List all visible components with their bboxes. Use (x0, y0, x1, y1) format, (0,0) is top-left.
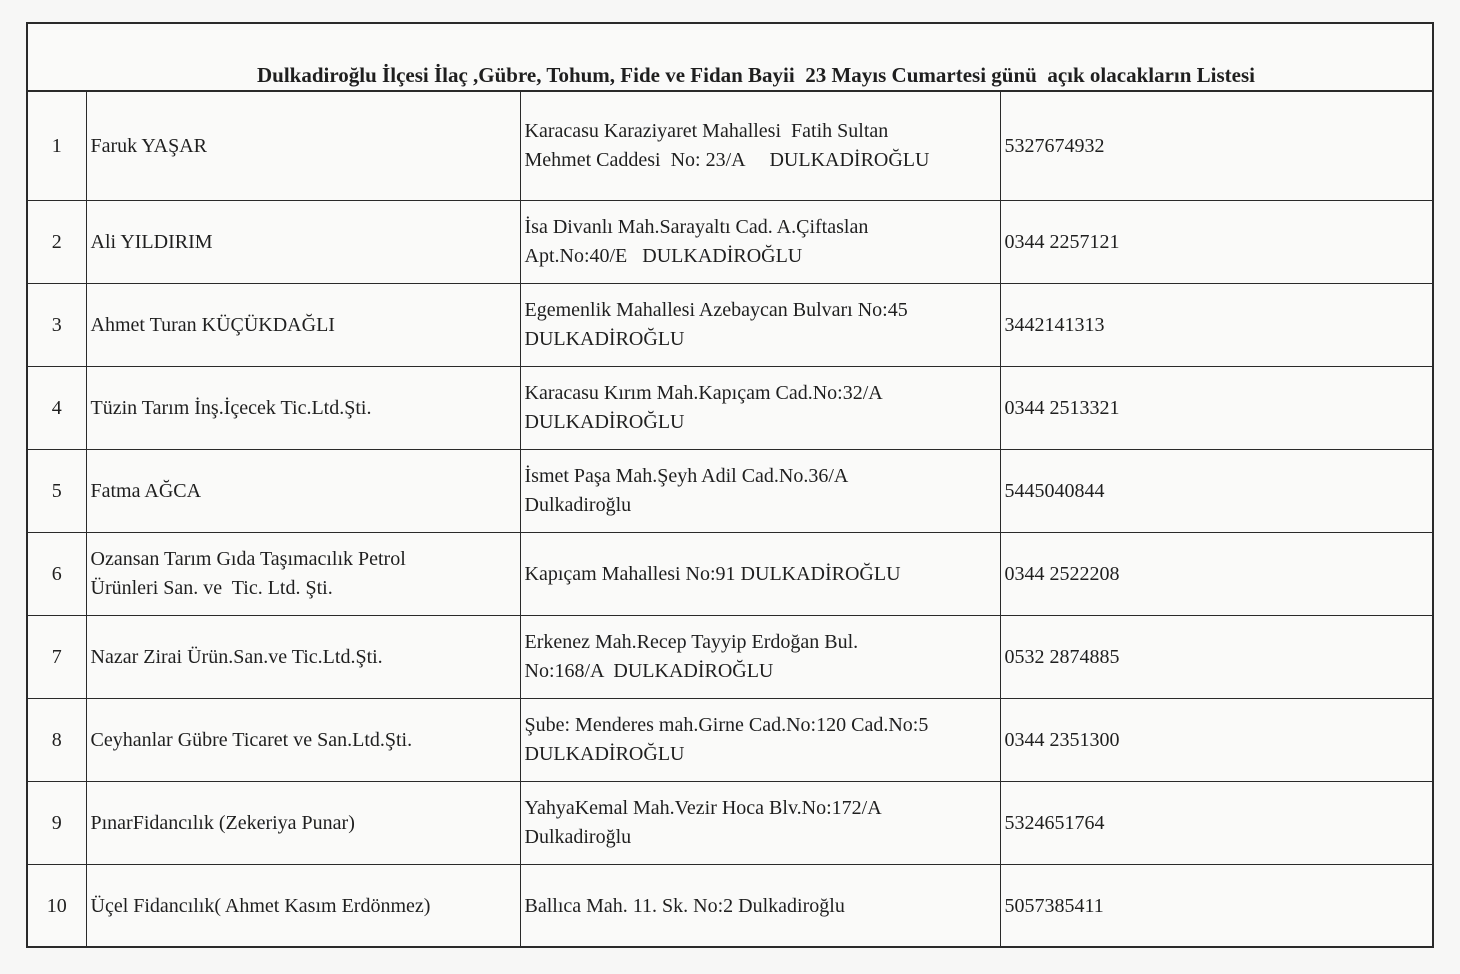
row-number: 7 (28, 616, 86, 699)
row-number: 9 (28, 782, 86, 865)
dealer-name: Ali YILDIRIM (86, 201, 520, 284)
dealer-phone: 3442141313 (1000, 284, 1432, 367)
dealer-phone: 0344 2513321 (1000, 367, 1432, 450)
table-row (28, 450, 1432, 533)
table-row (28, 782, 1432, 865)
dealer-phone: 5324651764 (1000, 782, 1432, 865)
dealer-address: Ballıca Mah. 11. Sk. No:2 Dulkadiroğlu (520, 865, 1000, 948)
dealer-address: İsa Divanlı Mah.Sarayaltı Cad. A.Çiftaslan Apt.No:40/E DULKADİROĞLU (520, 201, 1000, 284)
dealer-address: İsmet Paşa Mah.Şeyh Adil Cad.No.36/A Dulkadiroğlu (520, 450, 1000, 533)
dealer-name: Fatma AĞCA (86, 450, 520, 533)
dealer-phone: 0344 2257121 (1000, 201, 1432, 284)
dealer-address: Egemenlik Mahallesi Azebaycan Bulvarı No:45 DULKADİROĞLU (520, 284, 1000, 367)
dealer-name: Ozansan Tarım Gıda Taşımacılık Petrol Ürünleri San. ve Tic. Ltd. Şti. (86, 533, 520, 616)
row-number: 8 (28, 699, 86, 782)
document-title: Dulkadiroğlu İlçesi İlaç ,Gübre, Tohum, Fide ve Fidan Bayii 23 Mayıs Cumartesi günü açık olacakların Listesi (28, 24, 1432, 92)
dealer-address: YahyaKemal Mah.Vezir Hoca Blv.No:172/A Dulkadiroğlu (520, 782, 1000, 865)
row-number: 4 (28, 367, 86, 450)
dealer-phone: 5057385411 (1000, 865, 1432, 948)
table-row (28, 616, 1432, 699)
dealer-name: Ceyhanlar Gübre Ticaret ve San.Ltd.Şti. (86, 699, 520, 782)
row-number: 6 (28, 533, 86, 616)
dealer-phone: 0532 2874885 (1000, 616, 1432, 699)
row-number: 2 (28, 201, 86, 284)
document-sheet (26, 22, 1434, 948)
dealer-name: Ahmet Turan KÜÇÜKDAĞLI (86, 284, 520, 367)
dealer-name: Faruk YAŞAR (86, 92, 520, 201)
row-number: 5 (28, 450, 86, 533)
row-number: 3 (28, 284, 86, 367)
table-row (28, 865, 1432, 948)
dealer-phone: 5445040844 (1000, 450, 1432, 533)
dealer-phone: 0344 2522208 (1000, 533, 1432, 616)
dealer-address: Kapıçam Mahallesi No:91 DULKADİROĞLU (520, 533, 1000, 616)
table-row (28, 533, 1432, 616)
dealer-name: Tüzin Tarım İnş.İçecek Tic.Ltd.Şti. (86, 367, 520, 450)
dealer-phone: 0344 2351300 (1000, 699, 1432, 782)
dealer-name: PınarFidancılık (Zekeriya Punar) (86, 782, 520, 865)
table-row (28, 201, 1432, 284)
dealer-address: Şube: Menderes mah.Girne Cad.No:120 Cad.No:5 DULKADİROĞLU (520, 699, 1000, 782)
table-row (28, 284, 1432, 367)
dealer-address: Karacasu Kırım Mah.Kapıçam Cad.No:32/A DULKADİROĞLU (520, 367, 1000, 450)
dealer-name: Üçel Fidancılık( Ahmet Kasım Erdönmez) (86, 865, 520, 948)
dealer-phone: 5327674932 (1000, 92, 1432, 201)
dealer-table (28, 92, 1432, 947)
dealer-address: Karacasu Karaziyaret Mahallesi Fatih Sultan Mehmet Caddesi No: 23/A DULKADİROĞLU (520, 92, 1000, 201)
dealer-address: Erkenez Mah.Recep Tayyip Erdoğan Bul. No:168/A DULKADİROĞLU (520, 616, 1000, 699)
table-row (28, 367, 1432, 450)
dealer-name: Nazar Zirai Ürün.San.ve Tic.Ltd.Şti. (86, 616, 520, 699)
row-number: 10 (28, 865, 86, 948)
row-number: 1 (28, 92, 86, 201)
table-row (28, 92, 1432, 201)
table-row (28, 699, 1432, 782)
